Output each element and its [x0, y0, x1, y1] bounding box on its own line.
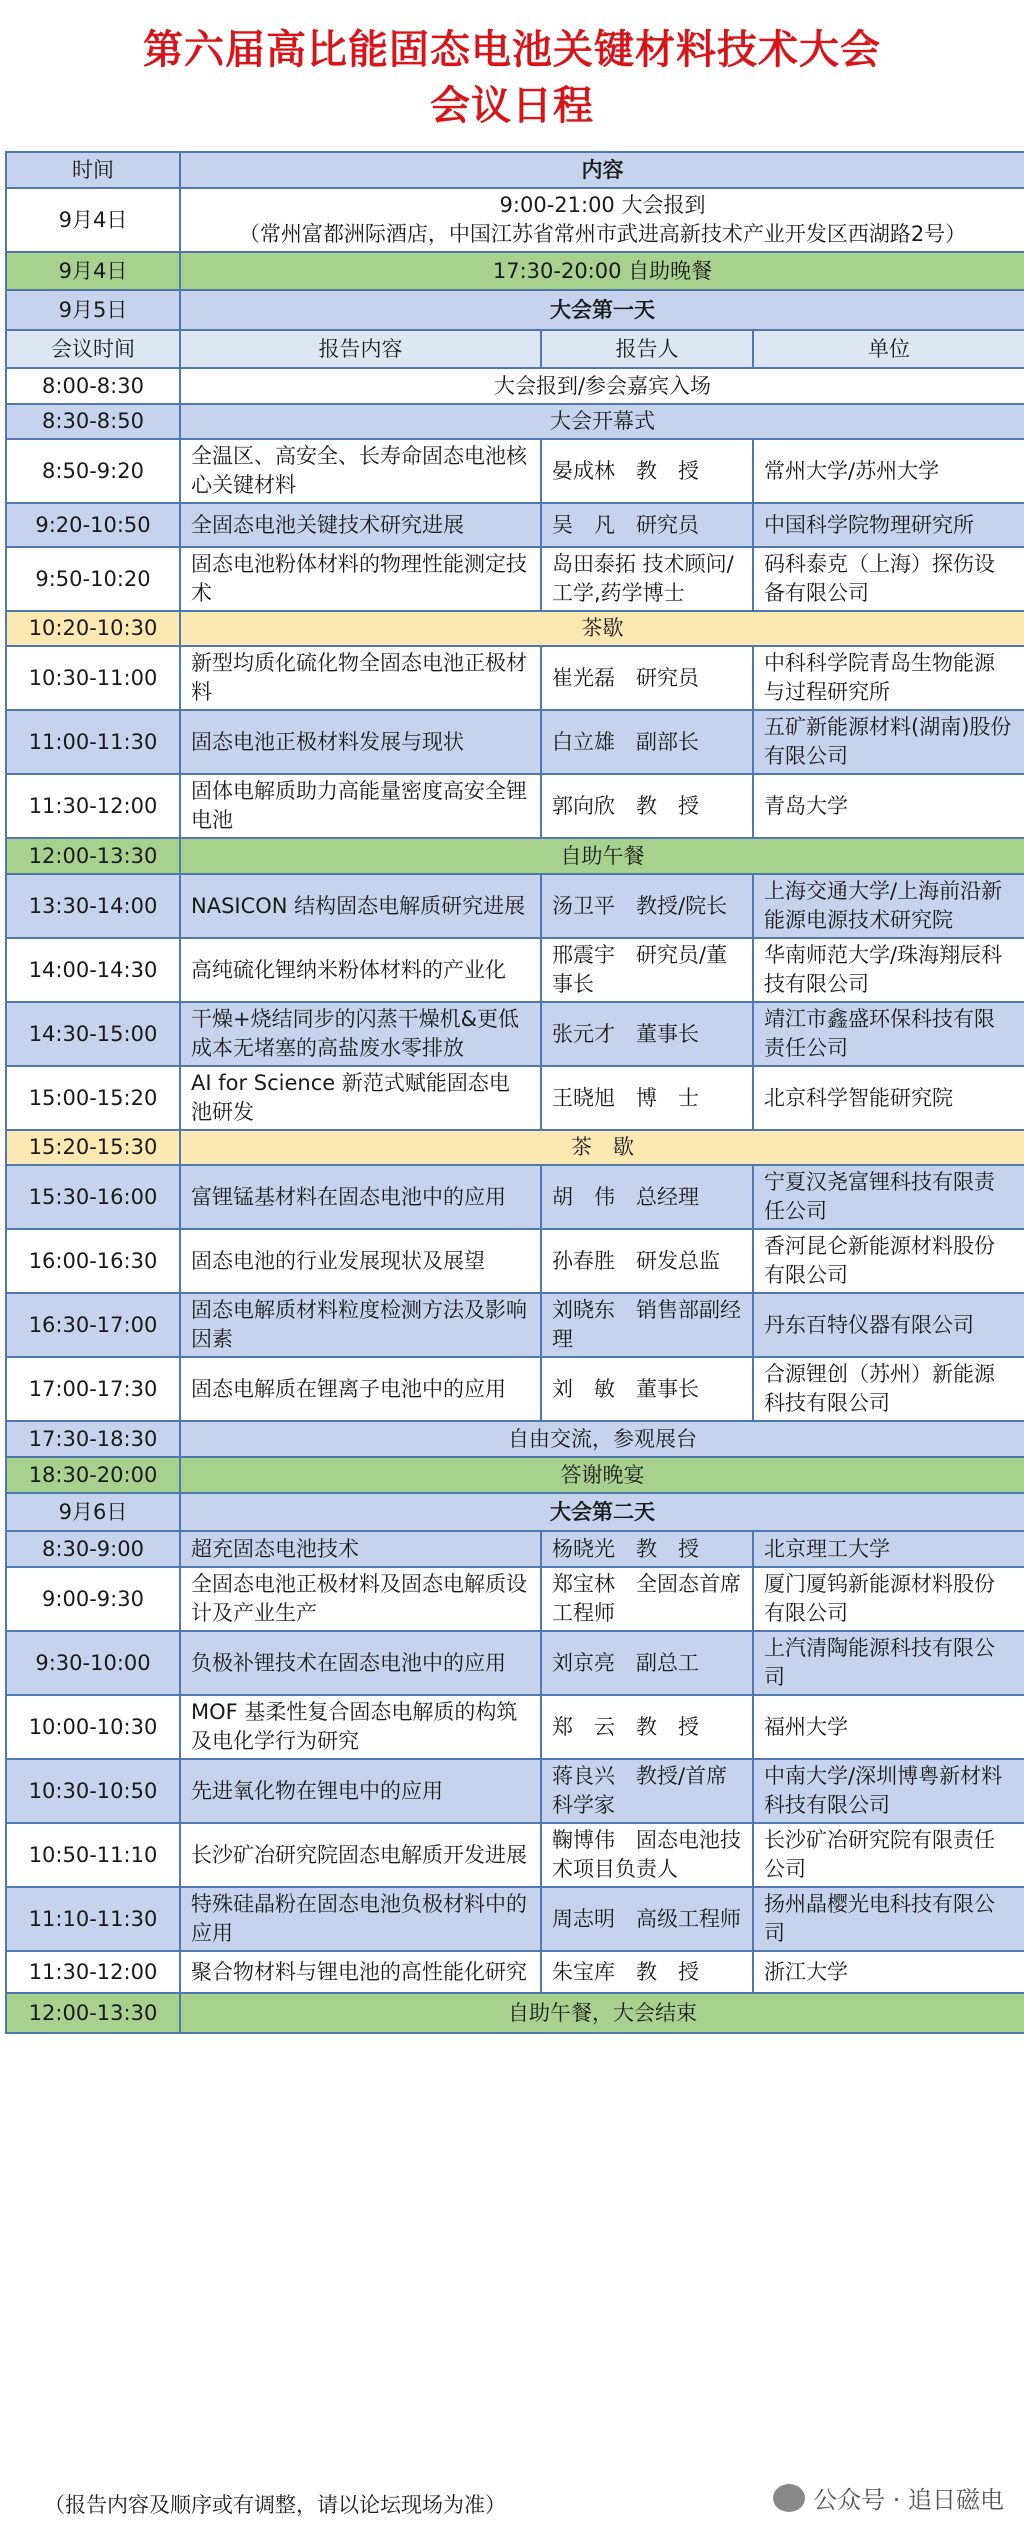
time-cell: 16:30-17:00	[6, 1293, 180, 1357]
speaker-cell: 张元才 董事长	[541, 1002, 753, 1066]
report-title-cell: 固态电解质在锂离子电池中的应用	[180, 1357, 541, 1421]
schedule-row	[6, 1357, 1024, 1421]
speaker-cell: 刘 敏 董事长	[541, 1357, 753, 1421]
organization-cell: 常州大学/苏州大学	[753, 439, 1024, 503]
speaker-cell: 晏成林 教 授	[541, 439, 753, 503]
organization-cell: 五矿新能源材料(湖南)股份有限公司	[753, 710, 1024, 774]
time-cell: 9月6日	[6, 1493, 180, 1531]
event-cell: 自由交流，参观展台	[180, 1421, 1024, 1457]
schedule-row	[6, 1759, 1024, 1823]
time-cell: 9:30-10:00	[6, 1631, 180, 1695]
time-cell: 9:50-10:20	[6, 547, 180, 611]
time-cell: 10:00-10:30	[6, 1695, 180, 1759]
speaker-cell: 王晓旭 博 士	[541, 1066, 753, 1130]
speaker-cell: 郭向欣 教 授	[541, 774, 753, 838]
schedule-row	[6, 1165, 1024, 1229]
schedule-row	[6, 1493, 1024, 1531]
speaker-cell: 蒋良兴 教授/首席科学家	[541, 1759, 753, 1823]
schedule-row	[6, 1887, 1024, 1951]
organization-cell: 青岛大学	[753, 774, 1024, 838]
time-cell: 16:00-16:30	[6, 1229, 180, 1293]
schedule-row	[6, 1457, 1024, 1493]
time-cell: 12:00-13:30	[6, 1993, 180, 2033]
schedule-row	[6, 1823, 1024, 1887]
speaker-cell: 郑宝林 全固态首席工程师	[541, 1567, 753, 1631]
report-title-cell: 超充固态电池技术	[180, 1531, 541, 1567]
title-line-1: 第六届高比能固态电池关键材料技术大会	[143, 27, 881, 73]
organization-cell: 厦门厦钨新能源材料股份有限公司	[753, 1567, 1024, 1631]
time-cell: 12:00-13:30	[6, 838, 180, 874]
header-cell: 报告人	[541, 330, 753, 368]
header-cell: 单位	[753, 330, 1024, 368]
schedule-row	[6, 1421, 1024, 1457]
organization-cell: 长沙矿冶研究院有限责任公司	[753, 1823, 1024, 1887]
report-title-cell: 固态电池的行业发展现状及展望	[180, 1229, 541, 1293]
wechat-icon	[773, 2484, 805, 2512]
report-title-cell: 全固态电池正极材料及固态电解质设计及产业生产	[180, 1567, 541, 1631]
organization-cell: 合源锂创（苏州）新能源科技有限公司	[753, 1357, 1024, 1421]
watermark	[773, 2480, 1004, 2515]
time-cell: 9月4日	[6, 252, 180, 290]
registration-time: 9:00-21:00 大会报到	[499, 193, 706, 217]
report-title-cell: 特殊硅晶粉在固态电池负极材料中的应用	[180, 1887, 541, 1951]
speaker-cell: 胡 伟 总经理	[541, 1165, 753, 1229]
time-cell: 10:50-11:10	[6, 1823, 180, 1887]
report-title-cell: 固态电池粉体材料的物理性能测定技术	[180, 547, 541, 611]
speaker-cell: 崔光磊 研究员	[541, 646, 753, 710]
report-title-cell: 新型均质化硫化物全固态电池正极材料	[180, 646, 541, 710]
schedule-row	[6, 774, 1024, 838]
report-title-cell: 固态电池正极材料发展与现状	[180, 710, 541, 774]
time-cell: 14:30-15:00	[6, 1002, 180, 1066]
schedule-row	[6, 646, 1024, 710]
organization-cell: 浙江大学	[753, 1951, 1024, 1993]
schedule-row	[6, 1229, 1024, 1293]
organization-cell: 码科泰克（上海）探伤设备有限公司	[753, 547, 1024, 611]
speaker-cell: 朱宝库 教 授	[541, 1951, 753, 1993]
schedule-row	[6, 938, 1024, 1002]
time-cell: 9:00-9:30	[6, 1567, 180, 1631]
speaker-cell: 孙春胜 研发总监	[541, 1229, 753, 1293]
report-title-cell: 富锂锰基材料在固态电池中的应用	[180, 1165, 541, 1229]
schedule-row	[6, 1951, 1024, 1993]
header-cell: 报告内容	[180, 330, 541, 368]
speaker-cell: 吴 凡 研究员	[541, 503, 753, 547]
watermark-text: 公众号 · 追日磁电	[813, 2486, 1004, 2514]
schedule-table	[5, 151, 1024, 2034]
schedule-row	[6, 439, 1024, 503]
speaker-cell: 鞠博伟 固态电池技术项目负责人	[541, 1823, 753, 1887]
speaker-cell: 汤卫平 教授/院长	[541, 874, 753, 938]
organization-cell: 丹东百特仪器有限公司	[753, 1293, 1024, 1357]
event-cell: 大会第一天	[180, 290, 1024, 330]
time-cell: 时间	[6, 152, 180, 188]
event-cell: 内容	[180, 152, 1024, 188]
speaker-cell: 邢震宇 研究员/董事长	[541, 938, 753, 1002]
event-cell: 自助午餐，大会结束	[180, 1993, 1024, 2033]
time-cell: 10:30-10:50	[6, 1759, 180, 1823]
event-cell: 茶歇	[180, 611, 1024, 646]
event-cell: 大会第二天	[180, 1493, 1024, 1531]
schedule-row	[6, 710, 1024, 774]
organization-cell: 北京理工大学	[753, 1531, 1024, 1567]
time-cell: 13:30-14:00	[6, 874, 180, 938]
time-cell: 15:20-15:30	[6, 1130, 180, 1165]
speaker-cell: 岛田泰拓 技术顾问/工学,药学博士	[541, 547, 753, 611]
time-cell: 15:30-16:00	[6, 1165, 180, 1229]
organization-cell: 宁夏汉尧富锂科技有限责任公司	[753, 1165, 1024, 1229]
organization-cell: 福州大学	[753, 1695, 1024, 1759]
schedule-row	[6, 368, 1024, 404]
time-cell: 10:20-10:30	[6, 611, 180, 646]
time-cell: 17:00-17:30	[6, 1357, 180, 1421]
event-cell: 自助午餐	[180, 838, 1024, 874]
time-cell: 会议时间	[6, 330, 180, 368]
speaker-cell: 白立雄 副部长	[541, 710, 753, 774]
schedule-row	[6, 152, 1024, 188]
time-cell: 8:00-8:30	[6, 368, 180, 404]
time-cell: 9月4日	[6, 188, 180, 252]
speaker-cell: 郑 云 教 授	[541, 1695, 753, 1759]
schedule-row	[6, 547, 1024, 611]
schedule-row	[6, 1531, 1024, 1567]
organization-cell: 北京科学智能研究院	[753, 1066, 1024, 1130]
schedule-row	[6, 252, 1024, 290]
report-title-cell: 高纯硫化锂纳米粉体材料的产业化	[180, 938, 541, 1002]
report-title-cell: AI for Science 新范式赋能固态电池研发	[180, 1066, 541, 1130]
speaker-cell: 刘京亮 副总工	[541, 1631, 753, 1695]
organization-cell: 中国科学院物理研究所	[753, 503, 1024, 547]
time-cell: 8:30-9:00	[6, 1531, 180, 1567]
report-title-cell: NASICON 结构固态电解质研究进展	[180, 874, 541, 938]
organization-cell: 扬州晶樱光电科技有限公司	[753, 1887, 1024, 1951]
report-title-cell: 固态电解质材料粒度检测方法及影响因素	[180, 1293, 541, 1357]
event-cell: 大会报到/参会嘉宾入场	[180, 368, 1024, 404]
schedule-row	[6, 1130, 1024, 1165]
organization-cell: 靖江市鑫盛环保科技有限责任公司	[753, 1002, 1024, 1066]
report-title-cell: 全固态电池关键技术研究进展	[180, 503, 541, 547]
event-cell: 答谢晚宴	[180, 1457, 1024, 1493]
time-cell: 17:30-18:30	[6, 1421, 180, 1457]
schedule-row	[6, 330, 1024, 368]
schedule-row	[6, 1293, 1024, 1357]
registration-cell	[180, 188, 1024, 252]
organization-cell: 华南师范大学/珠海翔辰科技有限公司	[753, 938, 1024, 1002]
time-cell: 11:10-11:30	[6, 1887, 180, 1951]
report-title-cell: 长沙矿冶研究院固态电解质开发进展	[180, 1823, 541, 1887]
event-cell: 茶 歇	[180, 1130, 1024, 1165]
report-title-cell: 先进氧化物在锂电中的应用	[180, 1759, 541, 1823]
time-cell: 11:30-12:00	[6, 1951, 180, 1993]
report-title-cell: 干燥+烧结同步的闪蒸干燥机&更低成本无堵塞的高盐废水零排放	[180, 1002, 541, 1066]
schedule-row	[6, 838, 1024, 874]
footer-note: （报告内容及顺序或有调整，请以论坛现场为准）	[44, 2493, 506, 2517]
report-title-cell: 聚合物材料与锂电池的高性能化研究	[180, 1951, 541, 1993]
organization-cell: 中科科学院青岛生物能源与过程研究所	[753, 646, 1024, 710]
schedule-row	[6, 290, 1024, 330]
time-cell: 9:20-10:50	[6, 503, 180, 547]
report-title-cell: 固体电解质助力高能量密度高安全锂电池	[180, 774, 541, 838]
schedule-row	[6, 1993, 1024, 2033]
time-cell: 11:00-11:30	[6, 710, 180, 774]
time-cell: 14:00-14:30	[6, 938, 180, 1002]
schedule-row	[6, 503, 1024, 547]
schedule-row	[6, 404, 1024, 439]
schedule-row	[6, 188, 1024, 252]
report-title-cell: 全温区、高安全、长寿命固态电池核心关键材料	[180, 439, 541, 503]
event-cell: 大会开幕式	[180, 404, 1024, 439]
registration-address: （常州富都洲际酒店，中国江苏省常州市武进高新技术产业开发区西湖路2号）	[238, 222, 967, 246]
schedule-row	[6, 611, 1024, 646]
organization-cell: 中南大学/深圳博粤新材料科技有限公司	[753, 1759, 1024, 1823]
title-line-2: 会议日程	[430, 83, 594, 129]
time-cell: 18:30-20:00	[6, 1457, 180, 1493]
report-title-cell: MOF 基柔性复合固态电解质的构筑及电化学行为研究	[180, 1695, 541, 1759]
time-cell: 9月5日	[6, 290, 180, 330]
time-cell: 10:30-11:00	[6, 646, 180, 710]
time-cell: 11:30-12:00	[6, 774, 180, 838]
time-cell: 15:00-15:20	[6, 1066, 180, 1130]
time-cell: 8:30-8:50	[6, 404, 180, 439]
schedule-row	[6, 1066, 1024, 1130]
organization-cell: 上海交通大学/上海前沿新能源电源技术研究院	[753, 874, 1024, 938]
time-cell: 8:50-9:20	[6, 439, 180, 503]
speaker-cell: 杨晓光 教 授	[541, 1531, 753, 1567]
schedule-row	[6, 1002, 1024, 1066]
schedule-row	[6, 1695, 1024, 1759]
speaker-cell: 周志明 高级工程师	[541, 1887, 753, 1951]
schedule-row	[6, 1567, 1024, 1631]
organization-cell: 香河昆仑新能源材料股份有限公司	[753, 1229, 1024, 1293]
report-title-cell: 负极补锂技术在固态电池中的应用	[180, 1631, 541, 1695]
event-cell: 17:30-20:00 自助晚餐	[180, 252, 1024, 290]
schedule-row	[6, 874, 1024, 938]
schedule-row	[6, 1631, 1024, 1695]
organization-cell: 上汽清陶能源科技有限公司	[753, 1631, 1024, 1695]
speaker-cell: 刘晓东 销售部副经理	[541, 1293, 753, 1357]
